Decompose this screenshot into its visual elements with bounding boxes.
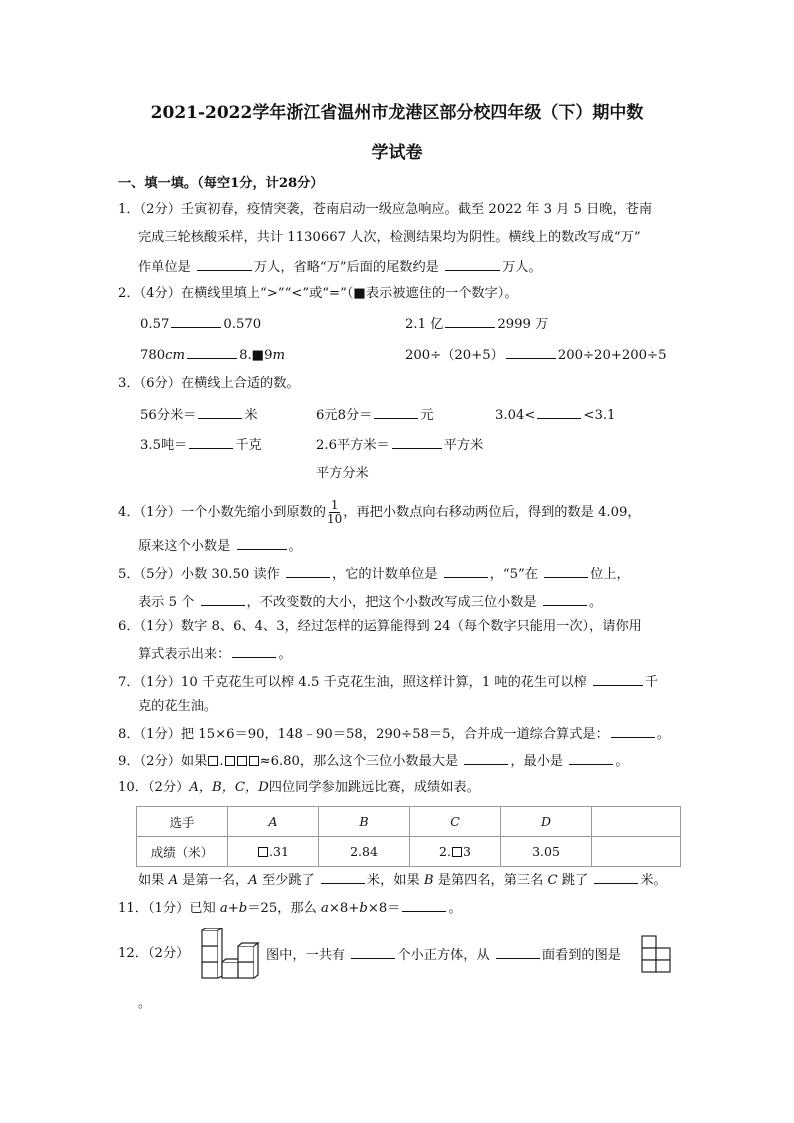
q7-text-b: 千 [644, 675, 659, 690]
q3-a-left: 56分米＝ [140, 408, 197, 423]
q3-item-e [316, 434, 483, 453]
q10-t11: 米。 [640, 873, 667, 888]
blank-square [225, 756, 235, 766]
table-header-cell: A [228, 807, 319, 837]
q3-item-b [316, 404, 434, 423]
q4-text-d: 。 [288, 539, 302, 554]
blank-square [258, 847, 268, 857]
q10-t5: 至少跳了 [257, 873, 319, 888]
q1-text-c: 万人。 [502, 260, 542, 275]
q3-item-e-cont: 平方分米 [316, 466, 369, 481]
table-header-cell: D [501, 807, 592, 837]
q9-line1 [118, 750, 629, 772]
q2-line1: 2．（4分）在横线里填上“>”“<”或“=”（■表示被遮住的一个数字）。 [118, 286, 518, 301]
q5-text-c: ，“5”在 [489, 567, 543, 582]
q10-t3: 是第一名， [178, 873, 249, 888]
score-a: .31 [269, 844, 289, 859]
q4-text-a: 4．（1分）一个小数先缩小到原数的 [118, 505, 326, 520]
q5-blank-4[interactable] [201, 591, 245, 606]
q2-c-right-unit: m [272, 348, 286, 363]
q2-item-d [405, 344, 667, 363]
blank-square [208, 756, 218, 766]
q11-t6: b [359, 901, 368, 916]
q10-text-a: 10．（2分） [118, 780, 190, 795]
table-header-cell: 选手 [137, 807, 228, 837]
blank-square [452, 847, 462, 857]
table-row-label: 成绩（米） [137, 837, 228, 867]
blank-square [249, 756, 259, 766]
q2-c-left-num: 780 [140, 348, 166, 363]
q3-b-left: 6元8分＝ [316, 408, 373, 423]
q9-dot: . [219, 754, 224, 769]
q6-text-b: 。 [278, 647, 292, 662]
q7-line1 [118, 671, 658, 693]
q5-blank-1[interactable] [286, 563, 330, 578]
score-table [136, 806, 681, 867]
q1-line2: 完成三轮核酸采样，共计 1130667 人次，检测结果均为阴性。横线上的数改写成“万” [138, 230, 641, 245]
table-cell [228, 837, 319, 867]
exam-title-line1: 2021-2022学年浙江省温州市龙港区部分校四年级（下）期中数 [150, 103, 644, 123]
q10-t7: B [423, 873, 434, 888]
q10-line1 [118, 778, 480, 798]
section-heading: 一、填一填。（每空1分，计28分） [118, 176, 324, 191]
q10-t9: C [547, 873, 558, 888]
q5-text-b: ，它的计数单位是 [332, 567, 442, 582]
q9-blank-min[interactable] [569, 750, 613, 765]
q5-blank-2[interactable] [444, 563, 488, 578]
q4-text-b: ，再把小数点向右移动两位后，得到的数是 4.09， [343, 505, 641, 520]
q3-b-right: 元 [420, 408, 434, 423]
q10-text-b: 四位同学参加跳远比赛，成绩如表。 [268, 780, 480, 795]
blank-square [237, 756, 247, 766]
q7-text-a: 7．（1分）10 千克花生可以榨 4.5 千克花生油，照这样计算，1 吨的花生可以榨 [118, 675, 591, 690]
q5-text-e: 表示 5 个 [138, 595, 199, 610]
q3-item-a [140, 404, 258, 423]
score-c-prefix: 2. [439, 844, 451, 859]
q2-a-left: 0.57 [140, 317, 170, 332]
q2-blank-c[interactable] [187, 344, 237, 359]
q3-d-right: 千克 [235, 438, 262, 453]
q9-text-a: 9．（2分）如果 [118, 754, 208, 769]
q3-blank-e[interactable] [392, 434, 442, 449]
q1-line1: 1．（2分）壬寅初春，疫情突袭，苍南启动一级应急响应。截至 2022 年 3 月 5 日晚，苍南 [118, 202, 653, 217]
q10-line2 [138, 869, 667, 891]
q8-text-b: 。 [656, 727, 670, 742]
q2-d-left: 200÷（20+5） [405, 348, 504, 363]
table-row [137, 837, 681, 867]
table-cell: 3.05 [501, 837, 592, 867]
q6-line2 [138, 643, 292, 665]
score-c-suffix: 3 [462, 844, 471, 859]
q9-text-b: ≈6.80，那么这个三位小数最大是 [259, 754, 463, 769]
q3-e-left: 2.6平方米＝ [316, 438, 390, 453]
q9-blank-max[interactable] [464, 750, 508, 765]
q11-t7: ×8＝ [367, 901, 401, 916]
q3-blank-a[interactable] [198, 404, 242, 419]
q1-blank-2[interactable] [445, 256, 500, 271]
q2-item-a [140, 313, 261, 332]
q4-line2 [138, 535, 302, 557]
q12-t1: 图中，一共有 [266, 948, 350, 963]
q9-text-d: 。 [615, 754, 629, 769]
q10-t1: 如果 [138, 873, 169, 888]
q3-blank-b[interactable] [374, 404, 418, 419]
q2-a-right: 0.570 [223, 317, 262, 332]
q7-blank[interactable] [593, 671, 643, 686]
q2-b-left: 2.1 亿 [405, 317, 444, 332]
q12-label: 12．（2分） [118, 946, 190, 961]
q2-blank-a[interactable] [171, 313, 221, 328]
q3-line1: 3．（6分）在横线上合适的数。 [118, 376, 300, 391]
q10-text-names: A，B，C，D [189, 780, 269, 795]
table-cell [410, 837, 501, 867]
q3-item-d [140, 434, 262, 453]
q1-text-b: 万人，省略“万”后面的尾数约是 [253, 260, 444, 275]
q1-blank-1[interactable] [197, 256, 252, 271]
q12-line2: 。 [138, 996, 152, 1011]
q6-line1: 6．（1分）数字 8、6、4、3，经过怎样的运算能得到 24（每个数字只能用一次），请你用 [118, 619, 642, 634]
q2-c-right: 8.■9 [239, 348, 273, 363]
fraction-denominator: 10 [327, 512, 343, 526]
q4-blank[interactable] [237, 535, 287, 550]
q6-blank[interactable] [232, 643, 276, 658]
q2-item-b [405, 313, 548, 332]
q11-t2: a+b [219, 901, 248, 916]
q4-text-c: 原来这个小数是 [138, 539, 235, 554]
q5-text-f: ，不改变数的大小，把这个小数改写成三位小数是 [246, 595, 541, 610]
q5-text-d: 位上， [590, 567, 630, 582]
fraction-one-tenth [327, 499, 342, 526]
table-header-cell: C [410, 807, 501, 837]
q3-blank-c[interactable] [537, 404, 581, 419]
q1-line3 [138, 256, 542, 278]
q10-t4: A [248, 873, 258, 888]
q5-text-g: 。 [588, 595, 603, 610]
q10-blank-1[interactable] [321, 869, 365, 884]
q9-text-c: ，最小是 [510, 754, 568, 769]
q8-text-a: 8．（1分）把 15×6＝90，148﹣90＝58，290÷58＝5，合并成一道综合算式是： [118, 727, 609, 742]
q2-blank-b[interactable] [445, 313, 495, 328]
q11-t8: 。 [448, 901, 462, 916]
q11-t4: a [320, 901, 329, 916]
q10-blank-2[interactable] [594, 869, 638, 884]
q11-blank[interactable] [402, 897, 446, 912]
q3-c-left: 3.04< [495, 408, 536, 423]
q12-blank-2[interactable] [496, 944, 540, 959]
table-header-cell: B [319, 807, 410, 837]
q10-t8: 是第四名，第三名 [433, 873, 548, 888]
q3-blank-d[interactable] [189, 434, 233, 449]
q12-line1 [266, 944, 621, 963]
q5-line1 [118, 563, 630, 585]
table-cell: 2.84 [319, 837, 410, 867]
q8-blank[interactable] [611, 723, 655, 738]
q8-line1 [118, 723, 670, 745]
q6-text-a: 算式表示出来： [138, 647, 231, 662]
q5-blank-5[interactable] [543, 591, 587, 606]
fraction-numerator: 1 [330, 498, 339, 512]
q1-text-a: 作单位是 [138, 260, 195, 275]
q3-d-left: 3.5吨＝ [140, 438, 188, 453]
table-header-row [137, 807, 681, 837]
q2-item-c [140, 344, 285, 363]
q2-d-right: 200÷20+200÷5 [557, 348, 667, 363]
table-header-cell [592, 807, 681, 837]
q10-t10: 跳了 [557, 873, 593, 888]
q11-t5: ×8+ [328, 901, 360, 916]
q12-t3: 面看到的图是 [541, 948, 621, 963]
q5-blank-3[interactable] [544, 563, 588, 578]
q10-t2: A [168, 873, 179, 888]
cube-stack-figure [198, 928, 264, 980]
q2-b-right: 2999 万 [497, 317, 549, 332]
q7-line2: 克的花生油。 [138, 699, 218, 714]
q2-blank-d[interactable] [506, 344, 556, 359]
q12-blank-1[interactable] [351, 944, 395, 959]
q3-a-right: 米 [244, 408, 258, 423]
q4-line1 [118, 499, 641, 527]
exam-title-line2: 学试卷 [371, 143, 423, 163]
q2-c-left-unit: cm [165, 348, 186, 363]
q5-text-a: 5．（5分）小数 30.50 读作 [118, 567, 285, 582]
q3-item-c [495, 404, 615, 423]
q11-t3: ＝25，那么 [247, 901, 321, 916]
q11-line1 [118, 897, 462, 919]
q10-t6: 米，如果 [366, 873, 424, 888]
q11-t1: 11．（1分）已知 [118, 901, 220, 916]
q3-c-right: <3.1 [583, 408, 616, 423]
q5-line2 [138, 591, 602, 613]
view-shape-figure [640, 934, 674, 974]
q3-e-right: 平方米 [443, 438, 484, 453]
table-cell [592, 837, 681, 867]
q12-t2: 个小正方体，从 [397, 948, 494, 963]
